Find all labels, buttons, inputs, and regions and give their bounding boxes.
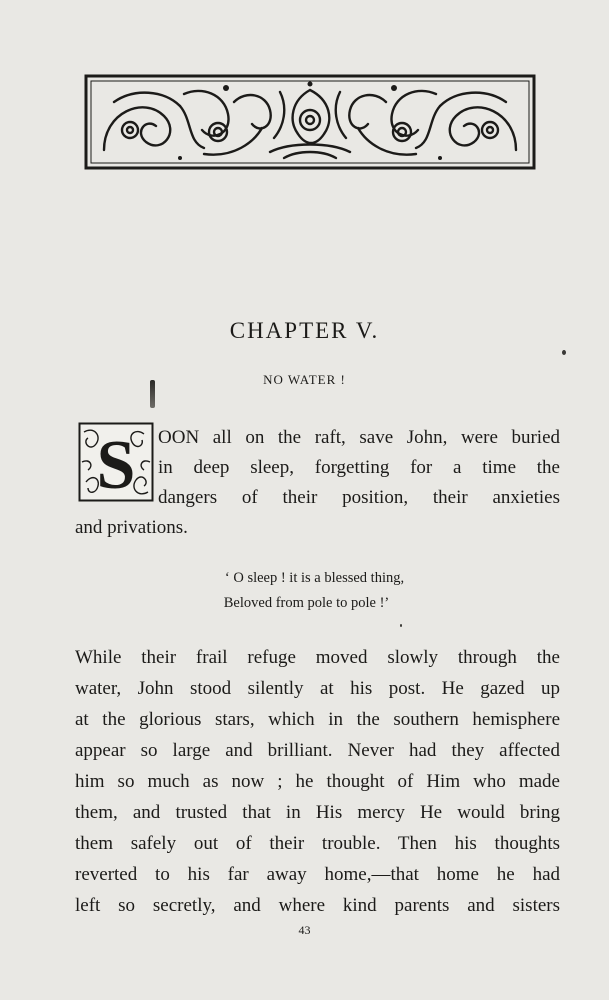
- quotation-line-1: ‘ O sleep ! it is a blessed thing,: [224, 570, 405, 586]
- drop-cap: [78, 422, 154, 502]
- chapter-title: CHAPTER V.: [229, 318, 380, 343]
- body-line-6: them, and trusted that in His mercy He would bring: [75, 803, 560, 823]
- body-line-1: While their frail refuge moved slowly through the: [75, 648, 560, 668]
- drop-cap-letter: S: [96, 427, 136, 502]
- body-line-2: water, John stood silently at his post. He gazed up: [75, 679, 560, 699]
- opening-line-1: OON all on the raft, save John, were buried: [158, 428, 560, 448]
- body-line-8: reverted to his far away home,—that home he had: [75, 865, 560, 885]
- paper-speck: [400, 624, 402, 627]
- body-line-7: them safely out of their trouble. Then his thoughts: [75, 834, 560, 854]
- body-line-5: him so much as now ; he thought of Him who made: [75, 772, 560, 792]
- body-line-9: left so secretly, and where kind parents and sisters: [75, 896, 560, 916]
- ornamental-headpiece: [84, 72, 536, 172]
- opening-line-2: in deep sleep, forgetting for a time the: [158, 458, 560, 478]
- body-line-4: appear so large and brilliant. Never had they affected: [75, 741, 560, 761]
- paper-speck: [562, 350, 566, 355]
- opening-line-3: dangers of their position, their anxieties: [158, 488, 560, 508]
- page-number: 43: [298, 923, 311, 937]
- body-line-3: at the glorious stars, which in the southern hemisphere: [75, 710, 560, 730]
- opening-line-4: and privations.: [75, 517, 188, 538]
- chapter-subtitle: NO WATER !: [263, 372, 346, 387]
- ink-mark: [150, 380, 155, 408]
- quotation-line-2: Beloved from pole to pole !’: [223, 595, 390, 611]
